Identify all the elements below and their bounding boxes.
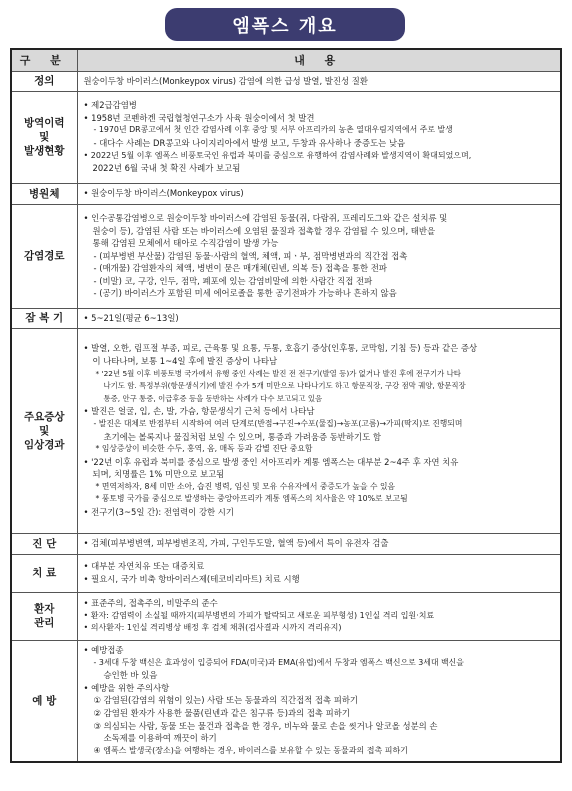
- text-line: 통해 감염된 모체에서 태아로 수직감염이 발생 가능: [92, 238, 279, 249]
- text-line: • 인수공통감염병으로 원숭이두창 바이러스에 감염된 동물(쥐, 다람쥐, 프레리도그와 같은 설치류 및: [84, 212, 556, 225]
- row-prevention: [11, 640, 561, 762]
- row-patient: [11, 592, 561, 640]
- text-line: ④ 엠폭스 발생국(장소)을 여행하는 경우, 바이러스를 보유할 수 있는 동물과의 접촉 피하기: [93, 745, 408, 755]
- content-diagnosis: [77, 533, 561, 554]
- label-line: 발생현황: [23, 145, 65, 157]
- text-line: - 대다수 사례는 DR콩고와 나이지리아에서 발생 보고, 두창과 유사하나 중증도는 낮음: [84, 137, 556, 150]
- text-line: - (비말) 코, 구강, 인두, 점막, 폐포에 있는 감염비말에 의한 사람간 직접 전파: [84, 275, 556, 288]
- text-line: • 발진은 얼굴, 입, 손, 발, 가슴, 항문생식기 근처 등에서 나타남: [84, 405, 556, 418]
- label-line: 임상경과: [23, 438, 65, 451]
- label-patient: [11, 592, 77, 640]
- text-line: 되며, 치명률은 1% 미만으로 보고됨: [92, 469, 225, 480]
- document-title: 엠폭스 개요: [165, 8, 405, 41]
- label-incubation: 잠 복 기: [11, 308, 77, 328]
- label-pathogen: 병원체: [11, 183, 77, 204]
- label-treatment: 치 료: [11, 554, 77, 592]
- row-incubation: [11, 308, 561, 328]
- label-line: 방역이력: [23, 117, 65, 129]
- row-symptoms: [11, 328, 561, 533]
- content-route: [77, 204, 561, 308]
- text-line: 원숭이 등), 감염된 사람 또는 바이러스에 오염된 물질과 접촉할 경우 감염될 수 있으며, 태반을: [92, 225, 436, 236]
- label-definition: 정의: [11, 71, 77, 91]
- text-line: - 3세대 두창 백신은 효과성이 입증되어 FDA(미국)과 EMA(유럽)에서 두창과 엠폭스 백신으로 3세대 백신을: [84, 657, 556, 670]
- label-line: 주요증상: [23, 410, 65, 423]
- text-line: • '22년 이후 유럽과 북미를 중심으로 발생 중인 서아프리카 계통 엠폭스는 대부분 2~4주 후 자연 치유: [84, 456, 556, 469]
- text-line: * 임상증상이 비슷한 수두, 홍역, 옴, 매독 등과 감별 진단 중요함: [84, 443, 556, 456]
- header-content: 내 용: [77, 49, 561, 71]
- text-line: * '22년 5월 이후 비풍토병 국가에서 유행 중인 사례는 발진 전 전구기(발열 등)가 없거나 발진 후에 전구기가 나타: [84, 368, 556, 381]
- text-line: • 환자: 감염력이 소실될 때까지(피부병변의 가피가 탈락되고 새로운 피부형성) 1인실 격리 입원·치료: [84, 610, 556, 623]
- text-line: • 예방접종: [84, 644, 556, 657]
- text-line: ③ 의심되는 사람, 동물 또는 물건과 접촉을 한 경우, 비누와 물로 손을 씻거나 알코올 성분의 손: [93, 720, 438, 731]
- content-pathogen: [77, 183, 561, 204]
- text-line: - (공기) 바이러스가 포함된 미세 에어로졸을 통한 공기전파가 가능하나 흔하지 않음: [84, 287, 556, 300]
- content-prevention: [77, 640, 561, 762]
- row-route: [11, 204, 561, 308]
- text-line: • 전구기(3~5일 간): 전염력이 강한 시기: [84, 506, 556, 519]
- content-history: [77, 91, 561, 183]
- row-diagnosis: [11, 533, 561, 554]
- text-line: ② 감염된 환자가 사용한 물품(린넨과 같은 침구류 등)과의 접촉 피하기: [93, 708, 350, 719]
- text-line: • 필요시, 국가 비축 항바이러스제(테코비리마트) 치료 시행: [84, 573, 556, 586]
- text-line: * 면역저하자, 8세 미만 소아, 습진 병력, 임신 및 모유 수유자에서 중증도가 높을 수 있음: [84, 481, 556, 494]
- label-line: 관리: [34, 617, 55, 629]
- text-line: • 원숭이두창 바이러스(Monkeypox virus): [84, 187, 556, 200]
- text-line: 나기도 함. 특정부위(항문생식기)에 발진 수가 5개 미만으로 나타나기도 하고 항문직장, 구강 점막 궤양, 항문직장: [103, 381, 466, 391]
- label-line: 환자: [34, 603, 55, 615]
- text-line: • 대부분 자연치유 또는 대증치료: [84, 560, 556, 573]
- label-symptoms: [11, 328, 77, 533]
- row-pathogen: [11, 183, 561, 204]
- text-line: 초기에는 볼록지나 물집처럼 보일 수 있으며, 통증과 가려움증 동반하기도 함: [103, 431, 381, 442]
- text-line: • 1958년 코펜하겐 국립혈청연구소가 사육 원숭이에서 첫 발견: [84, 112, 556, 125]
- text-line: • 제2급감염병: [84, 99, 556, 112]
- label-history: [11, 91, 77, 183]
- label-prevention: 예 방: [11, 640, 77, 762]
- content-symptoms: [77, 328, 561, 533]
- text-line: * 풍토병 국가를 중심으로 발생하는 중앙아프리카 계통 엠폭스의 치사율은 약 10%로 보고됨: [84, 493, 556, 506]
- text-line: 이 나타나며, 보통 1~4일 후에 발진 증상이 나타남: [92, 355, 278, 366]
- label-diagnosis: 진 단: [11, 533, 77, 554]
- text-line: - 1970년 DR콩고에서 첫 인간 감염사례 이후 중앙 및 서부 아프리카의 농촌 열대우림지역에서 주로 발생: [84, 124, 556, 137]
- row-treatment: [11, 554, 561, 592]
- text-line: - (피부병변 부산물) 감염된 동물·사람의 혈액, 체액, 피ㆍ부, 점막병변과의 직간접 접촉: [84, 250, 556, 263]
- text-line: • 예방을 위한 주의사항: [84, 682, 556, 695]
- text-line: • 2022년 5월 이후 엠폭스 비풍토국인 유럽과 북미를 중심으로 유행하여 감염사례와 발생지역이 확대되었으며,: [84, 150, 556, 163]
- content-definition: [77, 71, 561, 91]
- label-line: 및: [39, 131, 50, 143]
- text-line: • 5~21일(평균 6~13일): [84, 312, 556, 325]
- text-line: 소독제를 이용하여 깨끗이 하기: [103, 733, 217, 744]
- label-route: 감염경로: [11, 204, 77, 308]
- text-line: 원숭이두창 바이러스(Monkeypox virus) 감염에 의한 급성 발열, 발진성 질환: [83, 75, 368, 86]
- text-line: - 발진은 대체로 반점부터 시작하여 여러 단계로(반점→구진→수포(물집)→농포(고름)→가피(딱지)로 진행되며: [84, 418, 556, 431]
- text-line: • 표준주의, 접촉주의, 비말주의 준수: [84, 597, 556, 610]
- table-header-row: [11, 49, 561, 71]
- text-line: 통증, 안구 통증, 이급후증 등을 동반하는 사례가 다수 보고되고 있음: [103, 393, 323, 403]
- text-line: 2022년 6월 국내 첫 확진 사례가 보고됨: [92, 163, 241, 174]
- content-treatment: [77, 554, 561, 592]
- row-history: [11, 91, 561, 183]
- text-line: • 발열, 오한, 림프절 부종, 피로, 근육통 및 요통, 두통, 호흡기 증상(인후통, 코막힘, 기침 등) 등과 같은 증상: [84, 342, 556, 355]
- content-patient: [77, 592, 561, 640]
- text-line: ① 감염된(감염의 위험이 있는) 사람 또는 동물과의 직간접적 접촉 피하기: [93, 695, 359, 706]
- text-line: 승인한 바 있음: [103, 670, 158, 681]
- content-incubation: [77, 308, 561, 328]
- text-line: - (매개물) 감염환자의 체액, 병변이 묻은 매개체(린넨, 의복 등) 접촉을 통한 전파: [84, 262, 556, 275]
- overview-table: [10, 48, 562, 763]
- text-line: • 의사환자: 1인실 격리병상 배정 후 검체 채취(검사결과 시까지 격리유지): [84, 622, 556, 635]
- label-line: 및: [39, 424, 50, 437]
- header-category: 구 분: [11, 49, 77, 71]
- row-definition: [11, 71, 561, 91]
- text-line: • 검체(피부병변액, 피부병변조직, 가피, 구인두도말, 혈액 등)에서 특이 유전자 검출: [84, 537, 556, 550]
